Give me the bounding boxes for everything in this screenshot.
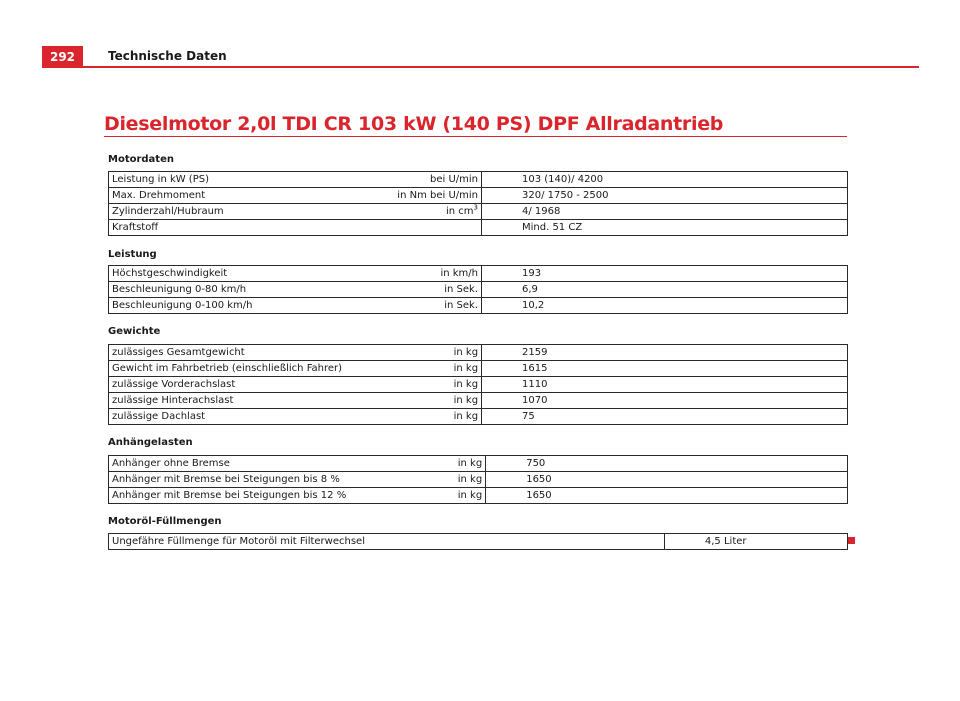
unit-superscript: 3 [473, 203, 478, 212]
row-value: 75 [482, 409, 848, 425]
row-unit-text: in cm [445, 206, 474, 217]
row-value: 750 [486, 456, 848, 472]
table-row [109, 534, 848, 550]
row-label: Anhänger ohne Bremse [109, 456, 350, 472]
row-value: 103 (140)/ 4200 [482, 172, 848, 188]
row-label: zulässige Dachlast [109, 409, 346, 425]
table-row [109, 220, 848, 236]
row-unit: in kg [349, 456, 486, 472]
row-label: Anhänger mit Bremse bei Steigungen bis 12 % [109, 488, 350, 504]
row-unit-with-sup [345, 204, 482, 220]
row-label: Gewicht im Fahrbetrieb (einschließlich Fahrer) [109, 361, 346, 377]
row-value: 1650 [486, 472, 848, 488]
row-unit: in kg [349, 488, 486, 504]
table-row [109, 393, 848, 409]
table-row [109, 204, 848, 220]
row-unit: in kg [345, 361, 482, 377]
row-value: 6,9 [482, 282, 848, 298]
row-label: Max. Drehmoment [109, 188, 346, 204]
row-unit: bei U/min [345, 172, 482, 188]
row-label: Beschleunigung 0-100 km/h [109, 298, 346, 314]
row-label: Leistung in kW (PS) [109, 172, 346, 188]
row-label: zulässiges Gesamtgewicht [109, 345, 346, 361]
row-unit: in Sek. [345, 282, 482, 298]
row-unit: in km/h [345, 266, 482, 282]
row-unit: in kg [345, 393, 482, 409]
row-unit: in kg [345, 377, 482, 393]
row-value: Mind. 51 CZ [482, 220, 848, 236]
row-label: Höchstgeschwindigkeit [109, 266, 346, 282]
row-value: 193 [482, 266, 848, 282]
row-value: 4,5 Liter [664, 534, 847, 550]
row-unit: in Nm bei U/min [345, 188, 482, 204]
section-heading-motordaten: Motordaten [108, 154, 174, 165]
section-heading-anhaengelasten: Anhängelasten [108, 437, 193, 448]
table-row [109, 282, 848, 298]
section-heading-motoroel: Motoröl-Füllmengen [108, 516, 222, 527]
row-label: zulässige Vorderachslast [109, 377, 346, 393]
row-label: Beschleunigung 0-80 km/h [109, 282, 346, 298]
table-gewichte [108, 344, 848, 425]
row-unit [345, 220, 482, 236]
table-row [109, 472, 848, 488]
row-label: Ungefähre Füllmenge für Motoröl mit Filterwechsel [109, 534, 665, 550]
row-value: 2159 [482, 345, 848, 361]
table-motoroel [108, 533, 848, 550]
end-of-section-marker [848, 537, 855, 544]
row-label: Zylinderzahl/Hubraum [109, 204, 346, 220]
section-heading-gewichte: Gewichte [108, 326, 161, 337]
table-row [109, 488, 848, 504]
table-row [109, 298, 848, 314]
row-unit: in Sek. [345, 298, 482, 314]
row-unit: in kg [345, 345, 482, 361]
page-title: Dieselmotor 2,0l TDI CR 103 kW (140 PS) DPF Allradantrieb [104, 113, 724, 135]
table-row [109, 188, 848, 204]
section-heading-leistung: Leistung [108, 249, 157, 260]
row-value: 1615 [482, 361, 848, 377]
row-value: 10,2 [482, 298, 848, 314]
row-unit: in kg [349, 472, 486, 488]
table-row [109, 361, 848, 377]
table-row [109, 456, 848, 472]
row-value: 1070 [482, 393, 848, 409]
table-row [109, 266, 848, 282]
page-number: 292 [42, 46, 83, 68]
table-leistung [108, 265, 848, 314]
row-value: 4/ 1968 [482, 204, 848, 220]
table-row [109, 377, 848, 393]
header-rule [42, 66, 919, 68]
row-unit: in kg [345, 409, 482, 425]
title-rule [104, 136, 847, 137]
table-motordaten [108, 171, 848, 236]
row-label: Kraftstoff [109, 220, 346, 236]
table-row [109, 409, 848, 425]
row-label: zulässige Hinterachslast [109, 393, 346, 409]
table-anhaengelasten [108, 455, 848, 504]
row-value: 1650 [486, 488, 848, 504]
table-row [109, 172, 848, 188]
row-label: Anhänger mit Bremse bei Steigungen bis 8 % [109, 472, 350, 488]
row-value: 1110 [482, 377, 848, 393]
table-row [109, 345, 848, 361]
row-value: 320/ 1750 - 2500 [482, 188, 848, 204]
running-title: Technische Daten [108, 49, 227, 63]
